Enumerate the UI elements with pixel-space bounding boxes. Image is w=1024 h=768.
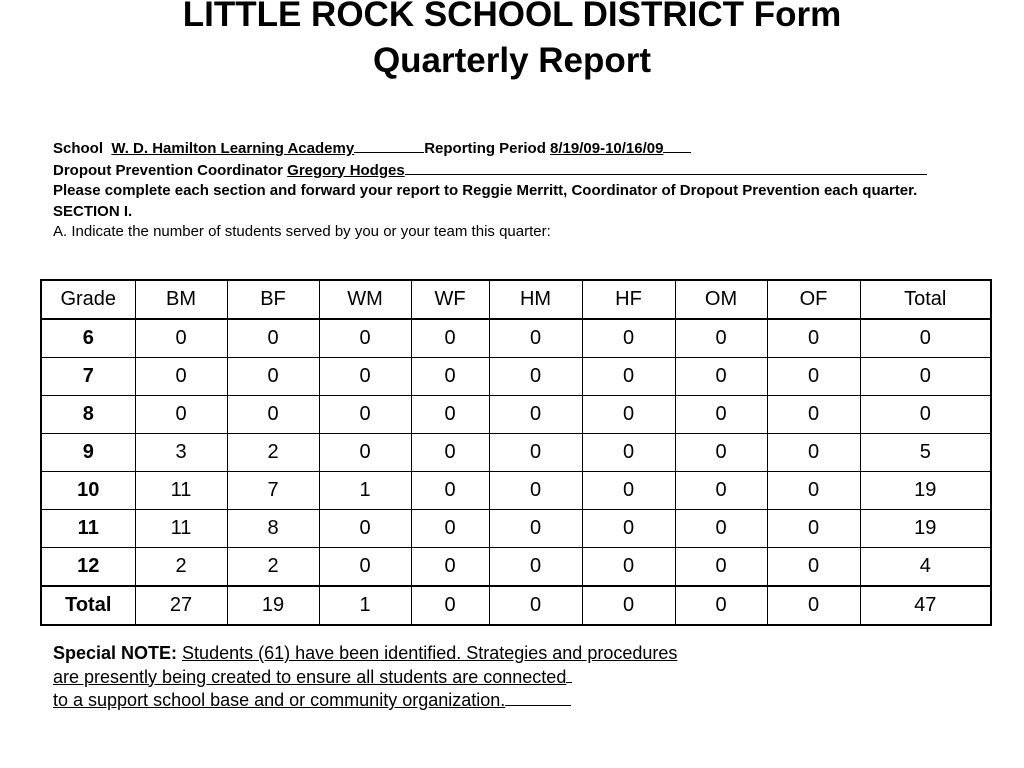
count-cell: 27 [135,586,227,625]
count-cell: 0 [767,548,860,587]
count-cell: 11 [135,472,227,510]
count-cell: 0 [582,319,675,358]
count-cell: 2 [227,434,319,472]
count-cell: 0 [319,358,411,396]
period-blank-line [663,138,691,153]
students-served-table-wrap [40,279,990,618]
count-cell: 0 [135,358,227,396]
instructions-text: Please complete each section and forward your report to Reggie Merritt, Coordinator of Dropout Prevention each quarter. [53,182,918,199]
column-header: OM [675,280,767,319]
count-cell: 0 [767,434,860,472]
grade-cell: 11 [41,510,135,548]
count-cell: 0 [411,472,489,510]
period-value: 8/19/09-10/16/09 [550,140,664,157]
count-cell: 0 [675,434,767,472]
special-note [53,642,773,713]
report-info [53,138,983,243]
table-row [41,358,991,396]
count-cell: 47 [860,586,991,625]
count-cell: 0 [767,319,860,358]
count-cell: 0 [489,586,582,625]
count-cell: 0 [489,548,582,587]
count-cell: 0 [319,548,411,587]
note-label: Special NOTE: [53,643,178,663]
note-line-1: Students (61) have been identified. Strategies and procedures [182,643,678,663]
count-cell: 4 [860,548,991,587]
school-value: W. D. Hamilton Learning Academy [111,140,355,157]
count-cell: 0 [411,510,489,548]
note-line-2-blank [566,666,572,683]
count-cell: 0 [767,396,860,434]
count-cell: 0 [489,319,582,358]
count-cell: 1 [319,472,411,510]
period-label: Reporting Period [424,140,546,157]
count-cell: 0 [675,472,767,510]
table-row [41,396,991,434]
column-header: HF [582,280,675,319]
coordinator-value: Gregory Hodges [287,161,405,179]
table-row [41,510,991,548]
count-cell: 0 [411,548,489,587]
count-cell: 0 [675,548,767,587]
count-cell: 0 [860,319,991,358]
count-cell: 11 [135,510,227,548]
count-cell: 0 [767,586,860,625]
table-total-row [41,586,991,625]
count-cell: 0 [319,396,411,434]
table-row [41,472,991,510]
title-line-1: LITTLE ROCK SCHOOL DISTRICT Form [182,0,842,34]
count-cell: 0 [489,472,582,510]
count-cell: 3 [135,434,227,472]
count-cell: 7 [227,472,319,510]
count-cell: 0 [135,396,227,434]
count-cell: 19 [227,586,319,625]
note-line-3-blank [505,689,571,706]
school-blank-line [354,138,424,153]
coordinator-label: Dropout Prevention Coordinator [53,161,283,179]
count-cell: 0 [411,586,489,625]
count-cell: 0 [675,586,767,625]
count-cell: 0 [582,434,675,472]
count-cell: 0 [582,358,675,396]
column-header: HM [489,280,582,319]
count-cell: 0 [767,358,860,396]
grade-cell: 9 [41,434,135,472]
school-label: School [53,140,104,157]
count-cell: 0 [489,396,582,434]
column-header: Total [860,280,991,319]
section-heading: SECTION I. [53,202,133,220]
count-cell: 0 [675,396,767,434]
note-line-2: are presently being created to ensure all students are connected [53,666,567,687]
table-row [41,548,991,587]
count-cell: 0 [582,510,675,548]
count-cell: 0 [582,472,675,510]
count-cell: 2 [227,548,319,587]
coordinator-blank-line [405,160,927,175]
count-cell: 0 [489,434,582,472]
count-cell: 0 [319,434,411,472]
count-cell: 0 [227,396,319,434]
count-cell: 0 [411,396,489,434]
column-header: BM [135,280,227,319]
count-cell: 0 [860,358,991,396]
count-cell: 0 [860,396,991,434]
count-cell: 0 [767,510,860,548]
table-row [41,434,991,472]
grade-cell: 6 [41,319,135,358]
table-row [41,319,991,358]
column-header: OF [767,280,860,319]
grade-cell: Total [41,586,135,625]
column-header: WM [319,280,411,319]
page-title [0,0,1024,84]
count-cell: 5 [860,434,991,472]
grade-cell: 7 [41,358,135,396]
column-header: Grade [41,280,135,319]
count-cell: 1 [319,586,411,625]
count-cell: 0 [227,319,319,358]
count-cell: 0 [319,319,411,358]
students-served-table [40,279,992,626]
count-cell: 2 [135,548,227,587]
count-cell: 0 [767,472,860,510]
grade-cell: 12 [41,548,135,587]
count-cell: 0 [411,319,489,358]
section-prompt: A. Indicate the number of students served by you or your team this quarter: [53,223,551,240]
column-header: WF [411,280,489,319]
title-line-2: Quarterly Report [372,41,652,80]
count-cell: 0 [411,434,489,472]
count-cell: 0 [227,358,319,396]
count-cell: 0 [675,510,767,548]
grade-cell: 10 [41,472,135,510]
grade-cell: 8 [41,396,135,434]
coordinator-line [53,160,983,182]
count-cell: 0 [319,510,411,548]
count-cell: 0 [135,319,227,358]
count-cell: 0 [675,319,767,358]
count-cell: 0 [582,586,675,625]
count-cell: 19 [860,472,991,510]
count-cell: 0 [489,510,582,548]
table-header-row [41,280,991,319]
count-cell: 0 [489,358,582,396]
note-line-3: to a support school base and or community organization. [53,690,506,710]
count-cell: 0 [582,396,675,434]
count-cell: 19 [860,510,991,548]
count-cell: 0 [675,358,767,396]
count-cell: 0 [582,548,675,587]
column-header: BF [227,280,319,319]
school-line [53,138,983,160]
count-cell: 8 [227,510,319,548]
count-cell: 0 [411,358,489,396]
